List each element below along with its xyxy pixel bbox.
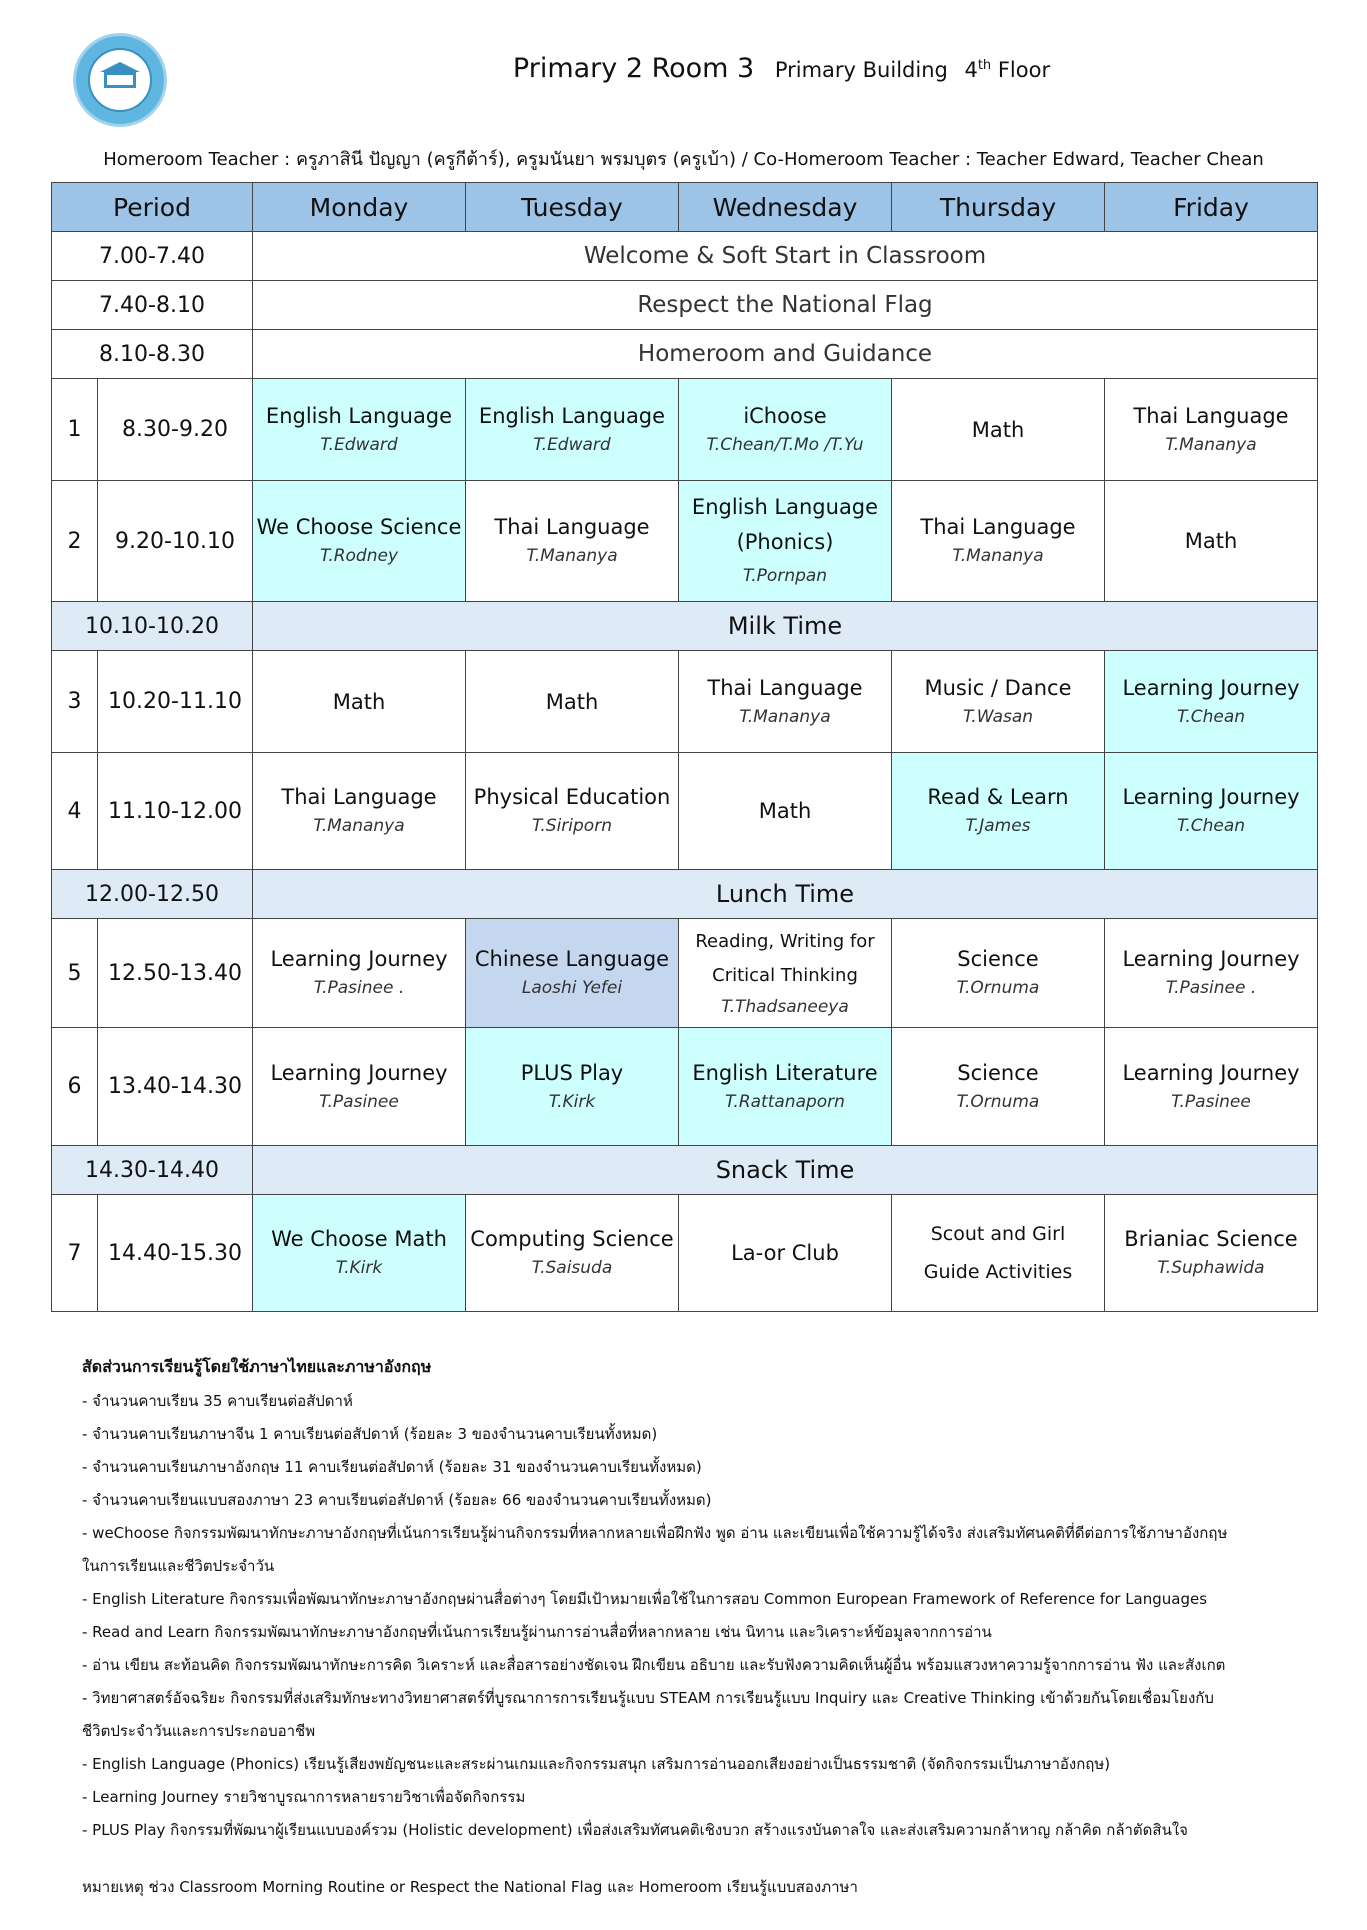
- subject-label-line2: (Phonics): [736, 530, 834, 554]
- class-cell: [679, 919, 892, 1028]
- class-cell: [679, 651, 892, 753]
- teacher-label: T.Pornpan: [742, 566, 828, 586]
- class-cell: [466, 919, 679, 1028]
- class-cell: [892, 481, 1105, 602]
- class-cell: [466, 651, 679, 753]
- break-time: 14.30-14.40: [52, 1146, 253, 1195]
- teacher-label: T.Chean: [1176, 816, 1246, 836]
- notes-line: - จำนวนคาบเรียนภาษาจีน 1 คาบเรียนต่อสัปดาห์ (ร้อยละ 3 ของจำนวนคาบเรียนทั้งหมด): [82, 1425, 658, 1443]
- subject-label: Computing Science: [470, 1227, 674, 1251]
- teacher-label: T.Rattanaporn: [725, 1091, 845, 1112]
- class-cell: [1105, 481, 1318, 602]
- class-cell: [253, 919, 466, 1028]
- teacher-label: T.Edward: [533, 434, 611, 455]
- span-row-time: 7.40-8.10: [52, 281, 253, 330]
- notes-line: - Learning Journey รายวิชาบูรณาการหลายรายวิชาเพื่อจัดกิจกรรม: [82, 1788, 526, 1806]
- class-cell: [466, 1028, 679, 1146]
- span-row-time: 8.10-8.30: [52, 330, 253, 379]
- subject-label-line2: Critical Thinking: [712, 965, 858, 986]
- subject-label: Math: [545, 689, 599, 714]
- col-header-tuesday: Tuesday: [466, 183, 679, 232]
- notes-line: - PLUS Play กิจกรรมที่พัฒนาผู้เรียนแบบองค์รวม (Holistic development) เพื่อส่งเสริมทัศนคติเชิงบวก สร้างแรงบันดาลใจ และส่งเสริมความกล้าหาญ กล้าคิด กล้าตัดสินใจ: [82, 1821, 1188, 1839]
- subject-label: Reading, Writing for: [695, 931, 875, 952]
- teacher-label: T.James: [965, 816, 1031, 836]
- subject-label: Math: [1184, 529, 1238, 553]
- subject-label: English Language: [478, 403, 666, 428]
- subject-label: PLUS Play: [520, 1060, 624, 1085]
- notes-section: [82, 1350, 1302, 1904]
- span-row-homeroom: [52, 330, 1318, 379]
- subject-label: Learning Journey: [1122, 675, 1300, 700]
- notes-line: - จำนวนคาบเรียน 35 คาบเรียนต่อสัปดาห์: [82, 1392, 353, 1410]
- period-row-3: [52, 651, 1318, 753]
- notes-line: - Read and Learn กิจกรรมพัฒนาทักษะภาษาอังกฤษที่เน้นการเรียนรู้ผ่านการอ่านสื่อที่หลากหลาย เช่น นิทาน และวิเคราะห์ข้อมูลจากการอ่าน: [82, 1623, 992, 1641]
- class-cell: [1105, 1195, 1318, 1312]
- teacher-label: T.Edward: [320, 434, 398, 455]
- teacher-label: T.Siriporn: [532, 816, 612, 836]
- period-number: 6: [52, 1028, 98, 1146]
- period-time: 8.30-9.20: [98, 379, 253, 481]
- col-header-period: Period: [52, 183, 253, 232]
- building-name: Primary Building: [774, 58, 948, 82]
- period-number: 1: [52, 379, 98, 481]
- class-cell: [466, 753, 679, 870]
- subject-label: Thai Language: [494, 515, 650, 539]
- period-time: 11.10-12.00: [98, 753, 253, 870]
- teacher-label: T.Wasan: [962, 706, 1034, 727]
- period-number: 7: [52, 1195, 98, 1312]
- subject-label: Scout and Girl: [930, 1223, 1066, 1245]
- subject-label: Thai Language: [707, 675, 863, 700]
- subject-label-line2: Guide Activities: [923, 1261, 1073, 1283]
- period-number: 5: [52, 919, 98, 1028]
- teacher-label: T.Mananya: [739, 706, 831, 727]
- subject-label: English Literature: [692, 1060, 878, 1085]
- teacher-label: T.Ornuma: [956, 1091, 1040, 1112]
- subject-label: English Language: [691, 495, 879, 519]
- teacher-label: T.Pasinee: [1171, 1091, 1251, 1112]
- notes-line: ชีวิตประจำวันและการประกอบอาชีพ: [82, 1722, 316, 1740]
- col-header-friday: Friday: [1105, 183, 1318, 232]
- subject-label: Learning Journey: [270, 947, 448, 971]
- class-cell: [892, 1195, 1105, 1312]
- teacher-label: T.Pasinee .: [1165, 978, 1257, 998]
- floor-label: [964, 58, 1050, 82]
- span-row-flag: [52, 281, 1318, 330]
- period-number: 3: [52, 651, 98, 753]
- subject-label: iChoose: [743, 403, 827, 428]
- break-row-lunch: [52, 870, 1318, 919]
- period-row-1: [52, 379, 1318, 481]
- period-time: 12.50-13.40: [98, 919, 253, 1028]
- subject-label: Thai Language: [1133, 403, 1289, 428]
- teacher-label: T.Mananya: [1165, 434, 1257, 455]
- teacher-label: T.Chean/T.Mo /T.Yu: [706, 434, 864, 455]
- class-cell: [253, 651, 466, 753]
- period-time: 9.20-10.10: [98, 481, 253, 602]
- subject-label: Chinese Language: [474, 947, 670, 971]
- span-row-welcome: [52, 232, 1318, 281]
- teacher-label: T.Pasinee .: [313, 978, 405, 998]
- class-cell: [892, 651, 1105, 753]
- notes-line: - วิทยาศาสตร์อัจฉริยะ กิจกรรมที่ส่งเสริมทักษะทางวิทยาศาสตร์ที่บูรณาการการเรียนรู้แบบ STEAM การเรียนรู้แบบ Inquiry และ Creative Thinking เข้าด้วยกันโดยเชื่อมโยงกับ: [82, 1689, 1214, 1707]
- notes-line: - จำนวนคาบเรียนภาษาอังกฤษ 11 คาบเรียนต่อสัปดาห์ (ร้อยละ 31 ของจำนวนคาบเรียนทั้งหมด): [82, 1458, 702, 1476]
- class-cell: [253, 481, 466, 602]
- class-cell: [253, 1028, 466, 1146]
- notes-line: ในการเรียนและชีวิตประจำวัน: [82, 1557, 275, 1575]
- subject-label: Physical Education: [473, 785, 671, 809]
- floor-suffix: th: [977, 58, 992, 73]
- period-number: 4: [52, 753, 98, 870]
- period-row-6: [52, 1028, 1318, 1146]
- subject-label: La-or Club: [731, 1241, 839, 1265]
- break-row-snack: [52, 1146, 1318, 1195]
- col-header-thursday: Thursday: [892, 183, 1105, 232]
- class-cell: [679, 1028, 892, 1146]
- span-row-event: Homeroom and Guidance: [253, 330, 1318, 379]
- class-cell: [1105, 651, 1318, 753]
- notes-remark: หมายเหตุ ช่วง Classroom Morning Routine or Respect the National Flag และ Homeroom เรียนรู้แบบสองภาษา: [82, 1878, 858, 1896]
- teacher-label: T.Suphawida: [1157, 1258, 1265, 1278]
- col-header-wednesday: Wednesday: [679, 183, 892, 232]
- header-row: [52, 183, 1318, 232]
- class-cell: [1105, 1028, 1318, 1146]
- class-cell: [466, 1195, 679, 1312]
- class-cell: [253, 1195, 466, 1312]
- class-cell: [892, 919, 1105, 1028]
- subject-label: Math: [332, 689, 386, 714]
- class-cell: [466, 379, 679, 481]
- subject-label: Brianiac Science: [1124, 1227, 1298, 1251]
- notes-line: - อ่าน เขียน สะท้อนคิด กิจกรรมพัฒนาทักษะการคิด วิเคราะห์ และสื่อสารอย่างชัดเจน ฝึกเขียน อธิบาย และรับฟังความคิดเห็นผู้อื่น พร้อมแสวงหาความรู้จากการอ่าน ฟัง และสังเกต: [82, 1656, 1226, 1674]
- subject-label: Math: [971, 417, 1025, 442]
- teacher-label: T.Ornuma: [956, 978, 1040, 998]
- teacher-label: T.Chean: [1176, 706, 1246, 727]
- teacher-label: T.Saisuda: [531, 1258, 613, 1278]
- class-cell: [1105, 379, 1318, 481]
- class-title: Primary 2 Room 3: [512, 53, 755, 84]
- break-label: Snack Time: [253, 1146, 1318, 1195]
- page-title: [0, 53, 1367, 84]
- class-cell: [679, 481, 892, 602]
- class-cell: [679, 753, 892, 870]
- class-cell: [679, 1195, 892, 1312]
- break-label: Lunch Time: [253, 870, 1318, 919]
- teacher-label: T.Kirk: [335, 1258, 383, 1278]
- period-row-5: [52, 919, 1318, 1028]
- break-time: 12.00-12.50: [52, 870, 253, 919]
- subject-label: Learning Journey: [1122, 1060, 1300, 1085]
- class-cell: [679, 379, 892, 481]
- period-row-2: [52, 481, 1318, 602]
- teacher-label: T.Mananya: [526, 546, 618, 566]
- span-row-event: Welcome & Soft Start in Classroom: [253, 232, 1318, 281]
- class-cell: [253, 753, 466, 870]
- subject-label: We Choose Math: [271, 1227, 447, 1251]
- class-cell: [466, 481, 679, 602]
- subject-label: English Language: [265, 403, 453, 428]
- span-row-event: Respect the National Flag: [253, 281, 1318, 330]
- notes-heading: สัดส่วนการเรียนรู้โดยใช้ภาษาไทยและภาษาอังกฤษ: [82, 1357, 432, 1376]
- notes-line: - English Literature กิจกรรมเพื่อพัฒนาทักษะภาษาอังกฤษผ่านสื่อต่างๆ โดยมีเป้าหมายเพื่อใช้ในการสอบ Common European Framework of Reference for Languages: [82, 1590, 1208, 1608]
- period-row-7: [52, 1195, 1318, 1312]
- period-time: 14.40-15.30: [98, 1195, 253, 1312]
- class-cell: [1105, 753, 1318, 870]
- teacher-label: T.Rodney: [319, 546, 399, 566]
- break-time: 10.10-10.20: [52, 602, 253, 651]
- teacher-label: T.Mananya: [313, 816, 405, 836]
- teacher-label: T.Kirk: [548, 1091, 596, 1112]
- timetable: [51, 182, 1318, 1312]
- class-cell: [1105, 919, 1318, 1028]
- break-row-milk: [52, 602, 1318, 651]
- floor-word: Floor: [997, 58, 1051, 82]
- teacher-label: T.Thadsaneeya: [721, 997, 849, 1017]
- teacher-label: T.Mananya: [952, 546, 1044, 566]
- class-cell: [892, 1028, 1105, 1146]
- class-cell: [892, 753, 1105, 870]
- subject-label: Science: [957, 1060, 1039, 1085]
- period-time: 10.20-11.10: [98, 651, 253, 753]
- subject-label: Learning Journey: [270, 1060, 448, 1085]
- class-cell: [892, 379, 1105, 481]
- subject-label: Thai Language: [281, 785, 437, 809]
- subject-label: Science: [957, 947, 1039, 971]
- subject-label: Music / Dance: [924, 675, 1072, 700]
- homeroom-teachers: Homeroom Teacher : ครูภาสินี ปัญญา (ครูกีต้าร์), ครูมนันยา พรมบุตร (ครูเบ้า) / Co-Homeroom Teacher : Teacher Edward, Teacher Chean: [103, 149, 1264, 170]
- notes-line: - English Language (Phonics) เรียนรู้เสียงพยัญชนะและสระผ่านเกมและกิจกรรมสนุก เสริมการอ่านออกเสียงอย่างเป็นธรรมชาติ (จัดกิจกรรมเป็นภาษาอังกฤษ): [82, 1755, 1111, 1773]
- subject-label: We Choose Science: [256, 515, 462, 539]
- subject-label: Learning Journey: [1122, 947, 1300, 971]
- notes-line: - weChoose กิจกรรมพัฒนาทักษะภาษาอังกฤษที่เน้นการเรียนรู้ผ่านกิจกรรมที่หลากหลายเพื่อฝึกฟัง พูด อ่าน และเขียนเพื่อใช้ความรู้ได้จริง ส่งเสริมทัศนคติที่ดีต่อการใช้ภาษาอังกฤษ: [82, 1524, 1228, 1542]
- teacher-label: Laoshi Yefei: [521, 978, 623, 998]
- notes-line: - จำนวนคาบเรียนแบบสองภาษา 23 คาบเรียนต่อสัปดาห์ (ร้อยละ 66 ของจำนวนคาบเรียนทั้งหมด): [82, 1491, 712, 1509]
- period-number: 2: [52, 481, 98, 602]
- subject-label: Read & Learn: [927, 785, 1069, 809]
- subject-label: Learning Journey: [1122, 785, 1300, 809]
- subject-label: Math: [758, 799, 812, 823]
- period-row-4: [52, 753, 1318, 870]
- teacher-label: T.Pasinee: [319, 1091, 399, 1112]
- period-time: 13.40-14.30: [98, 1028, 253, 1146]
- floor-number: 4: [964, 58, 978, 82]
- col-header-monday: Monday: [253, 183, 466, 232]
- break-label: Milk Time: [253, 602, 1318, 651]
- span-row-time: 7.00-7.40: [52, 232, 253, 281]
- subject-label: Thai Language: [920, 515, 1076, 539]
- class-cell: [253, 379, 466, 481]
